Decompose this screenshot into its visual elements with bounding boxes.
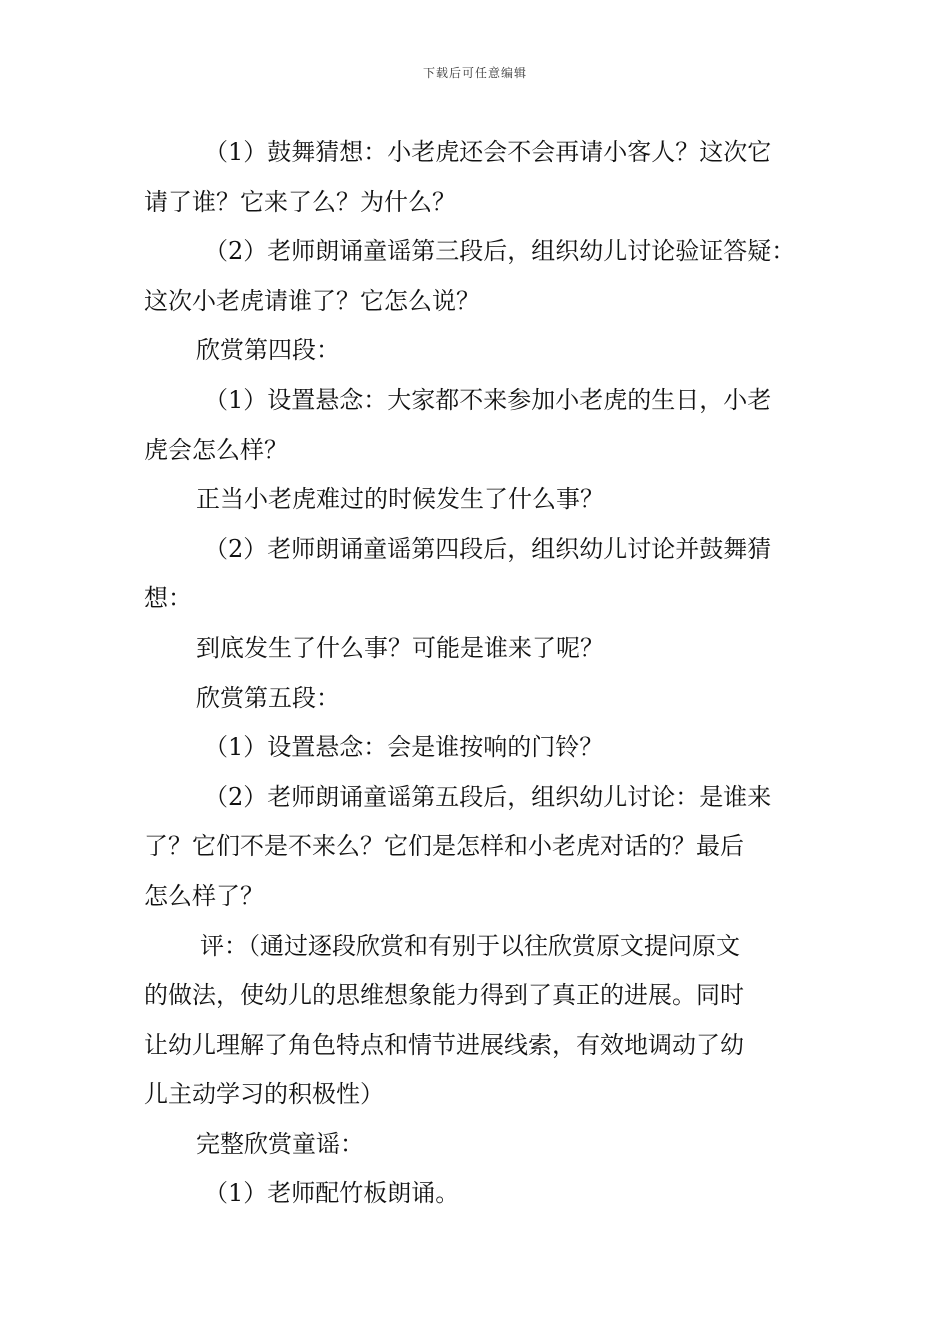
text-line: 想： [144, 584, 192, 613]
text-line: 怎么样了？ [144, 881, 264, 910]
text-line: 儿主动学习的积极性） [144, 1080, 384, 1109]
text-line: 评：（通过逐段欣赏和有别于以往欣赏原文提问原文 [200, 931, 740, 960]
text-line: （1）老师配竹板朗诵。 [204, 1179, 460, 1208]
text-line: 了？它们不是不来么？它们是怎样和小老虎对话的？最后 [144, 832, 744, 861]
text-line: （2）老师朗诵童谣第三段后，组织幼儿讨论验证答疑： [204, 237, 796, 266]
text-line: 请了谁？它来了么？为什么？ [144, 187, 456, 216]
text-line: 这次小老虎请谁了？它怎么说？ [144, 286, 480, 315]
text-line: 到底发生了什么事？可能是谁来了呢？ [196, 633, 604, 662]
page-header: 下载后可任意编辑 [422, 66, 527, 80]
document-body [144, 128, 824, 1219]
text-line: 正当小老虎难过的时候发生了什么事？ [196, 485, 604, 514]
text-line: （1）设置悬念：会是谁按响的门铃？ [204, 733, 604, 762]
section-heading: 欣赏第四段： [196, 336, 340, 365]
text-line: （1）鼓舞猜想：小老虎还会不会再请小客人？这次它 [204, 138, 772, 166]
text-line: （1）设置悬念：大家都不来参加小老虎的生日，小老 [204, 385, 772, 414]
text-line: 的做法，使幼儿的思维想象能力得到了真正的进展。同时 [144, 981, 744, 1010]
text-line: 让幼儿理解了角色特点和情节进展线索，有效地调动了幼 [144, 1030, 744, 1059]
text-line: （2）老师朗诵童谣第五段后，组织幼儿讨论：是谁来 [204, 782, 772, 811]
text-line: （2）老师朗诵童谣第四段后，组织幼儿讨论并鼓舞猜 [204, 534, 772, 563]
section-heading: 完整欣赏童谣： [196, 1129, 364, 1158]
section-heading: 欣赏第五段： [196, 683, 340, 712]
text-line: 虎会怎么样？ [144, 435, 288, 464]
